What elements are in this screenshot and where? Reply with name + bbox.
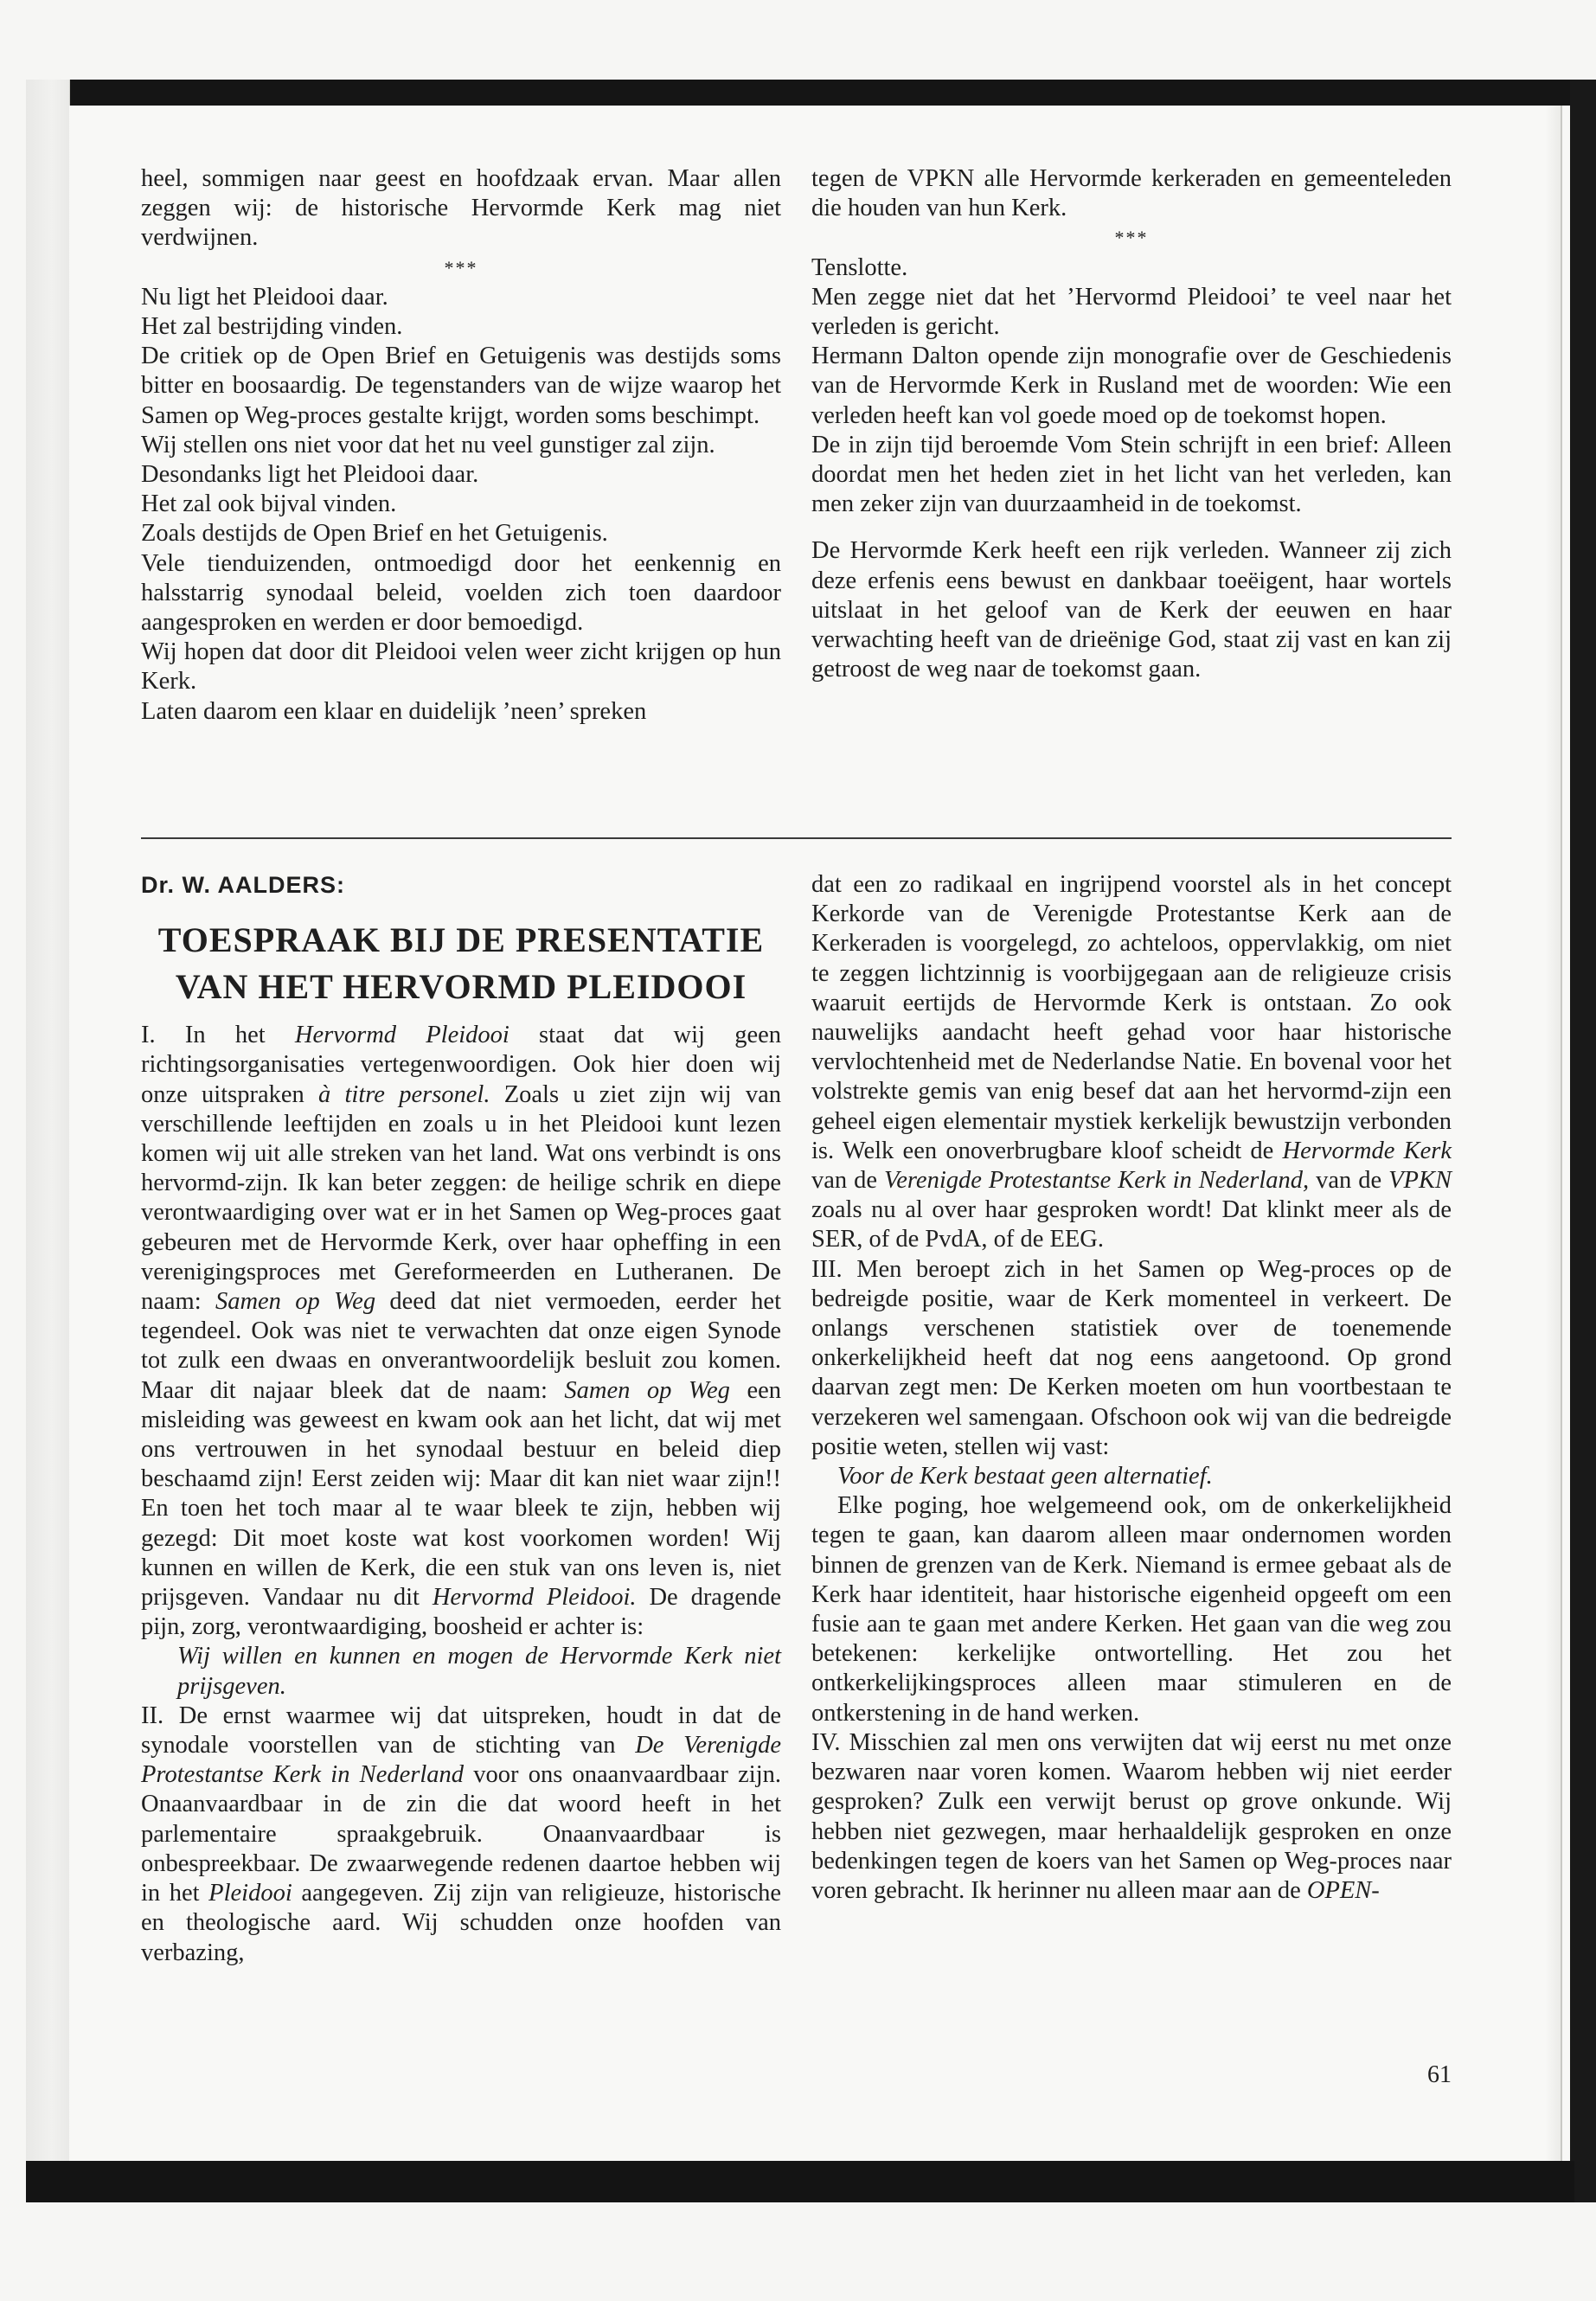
article-title bbox=[141, 917, 781, 1010]
paragraph: Zoals destijds de Open Brief en het Getuigenis. bbox=[141, 520, 608, 548]
paragraph: Vele tienduizenden, ontmoedigd door het eenkennig en halsstarrig synodaal beleid, voelden zich toen daardoor aangesproken en werden er door bemoedigd. bbox=[141, 549, 781, 637]
book-spine-edge bbox=[26, 80, 70, 2202]
paragraph-gap bbox=[811, 519, 1452, 536]
article-author: Dr. W. AALDERS: bbox=[141, 872, 346, 898]
paragraph: Desondanks ligt het Pleidooi daar. bbox=[141, 461, 479, 489]
paragraph: Elke poging, hoe welgemeend ook, om de onkerkelijkheid tegen te gaan, kan daarom alleen maar ondernomen worden binnen de grenzen van de Kerk. Niemand is ermee gebaat als de Kerk haar identiteit, haar historische eigenheid opgeeft om een fusie aan te gaan met andere Kerken. Het gaan van die weg zou betekenen: kerkelijke ontwortelling. Het zou het ontkerkelijkingsproces alleen maar stimuleren en de ontkerstening in de hand werken. bbox=[811, 1492, 1452, 1727]
paragraph: Wij stellen ons niet voor dat het nu veel gunstiger zal zijn. bbox=[141, 431, 715, 458]
paragraph-section-3: III. Men beroept zich in het Samen op Weg-proces op de bedreigde positie, waar de Kerk momenteel in verkeert. De onlangs verschenen statistiek over de toenemende onkerkelijkheid heeft dat nog eens aangetoond. Op grond daarvan zegt men: De Kerken moeten om hun voortbestaan te verzekeren wel samengaan. Ofschoon ook wij van die bedreigde positie weten, stellen wij vast: bbox=[811, 1255, 1452, 1460]
scan-border-right bbox=[1570, 80, 1596, 2202]
article-title-line-1: TOESPRAAK BIJ DE PRESENTATIE bbox=[157, 920, 765, 960]
paragraph: Nu ligt het Pleidooi daar. bbox=[141, 283, 388, 311]
italic-quote: Wij willen en kunnen en mogen de Hervormde Kerk niet prijsgeven. bbox=[177, 1643, 781, 1700]
paragraph-section-4: IV. Misschien zal men ons verwijten dat wij eerst nu met onze bezwaren naar voren komen. Waarom hebben wij niet eerder gesproken? Zulk een verwijt berust op grove onkunde. Wij hebben niet gezwegen, maar herhaaldelijk gesproken en onze bedenkingen tegen de koers van het Samen op Weg-proces naar voren gebracht. Ik herinner nu alleen maar aan de OPEN- bbox=[811, 1728, 1452, 1904]
section-separator: *** bbox=[1114, 227, 1149, 249]
article-title-line-2: VAN HET HERVORMD PLEIDOOI bbox=[175, 967, 747, 1007]
paragraph: De critiek op de Open Brief en Getuigenis was destijds soms bitter en boosaardig. De tegenstanders van de wijze waarop het Samen op Weg-proces gestalte krijgt, worden soms beschimpt. bbox=[141, 343, 781, 429]
scan-border-bottom bbox=[26, 2161, 1574, 2202]
paragraph-section-1: I. In het Hervormd Pleidooi staat dat wij geen richtingsorganisaties vertegenwoordigen. Ook hier doen wij onze uitspraken à titre personel. Zoals u ziet zijn wij van verschillende leeftijden en zoals u in het Pleidooi kunt lezen komen wij uit alle streken van het land. Wat ons verbindt is ons hervormd-zijn. Ik kan beter zeggen: de heilige schrik en diepe verontwaardiging over wat er in het Samen op Weg-proces gaat gebeuren met de Hervormde Kerk, over haar opheffing in een verenigingsproces met Gereformeerden en Lutheranen. De naam: Samen op Weg deed dat niet vermoeden, eerder het tegendeel. Ook was niet te verwachten dat onze eigen Synode tot zulk een dwaas en onverantwoordelijk besluit zou komen. Maar dit najaar bleek dat de naam: Samen op Weg een misleiding was geweest en kwam ook aan het licht, dat wij met ons vertrouwen in het synodaal bestuur en beleid diep beschaamd zijn! Eerst zeiden wij: Maar dit kan niet waar zijn!! En toen het toch maar al te waar bleek te zijn, hebben wij gezegd: Dit moet koste wat kost voorkomen worden! Wij kunnen en willen de Kerk, die een stuk van ons leven is, niet prijsgeven. Vandaar nu dit Hervormd Pleidooi. De dragende pijn, zorg, verontwaardiging, boosheid er achter is: bbox=[141, 1022, 782, 1641]
page-number: 61 bbox=[1427, 2061, 1452, 2088]
paragraph: Het zal ook bijval vinden. bbox=[141, 490, 397, 518]
paragraph: Het zal bestrijding vinden. bbox=[141, 313, 403, 341]
paragraph: heel, sommigen naar geest en hoofdzaak ervan. Maar allen zeggen wij: de historische Hervormde Kerk mag niet verdwijnen. bbox=[141, 165, 781, 252]
top-right-column bbox=[811, 164, 1452, 684]
bottom-right-column bbox=[811, 870, 1452, 1906]
paragraph: Tenslotte. bbox=[811, 253, 908, 281]
scan-border-top bbox=[26, 80, 1596, 106]
paragraph: tegen de VPKN alle Hervormde kerkeraden en gemeenteleden die houden van hun Kerk. bbox=[811, 165, 1452, 222]
paragraph: Men zegge niet dat het ’Hervormd Pleidooi’ te veel naar het verleden is gericht. bbox=[811, 283, 1452, 341]
paragraph: Wij hopen dat door dit Pleidooi velen weer zicht krijgen op hun Kerk. bbox=[141, 638, 781, 695]
paragraph: De Hervormde Kerk heeft een rijk verleden. Wanneer zij zich deze erfenis eens bewust en dankbaar toeëigent, haar wortels uitslaat in het geloof van de Kerk der eeuwen en haar verwachting heeft van de drieënige God, staat zij vast en kan zij getroost de weg naar de toekomst gaan. bbox=[811, 537, 1452, 683]
bottom-left-column bbox=[141, 870, 781, 1968]
paragraph: Laten daarom een klaar en duidelijk ’neen’ spreken bbox=[141, 697, 647, 725]
section-divider-rule bbox=[141, 837, 1452, 839]
paragraph: De in zijn tijd beroemde Vom Stein schrijft in een brief: Alleen doordat men het heden ziet in het licht van het verleden, kan men zeker zijn van duurzaamheid in de toekomst. bbox=[811, 431, 1452, 518]
section-separator: *** bbox=[444, 256, 478, 279]
italic-quote: Voor de Kerk bestaat geen alternatief. bbox=[837, 1463, 1213, 1490]
paragraph-section-2: II. De ernst waarmee wij dat uitspreken, houdt in dat de synodale voorstellen van de stichting van De Verenigde Protestantse Kerk in Nederland voor ons onaanvaardbaar zijn. Onaanvaardbaar in de zin die dat woord heeft in het parlementaire spraakgebruik. Onaanvaardbaar is onbespreekbaar. De zwaarwegende redenen daartoe hebben wij in het Pleidooi aangegeven. Zij zijn van religieuze, historische en theologische aard. Wij schudden onze hoofden van verbazing, bbox=[141, 1702, 782, 1966]
paragraph-continued: dat een zo radikaal en ingrijpend voorstel als in het concept Kerkorde van de Verenigde Protestantse Kerk aan de Kerkeraden is voorgelegd, zo achteloos, oppervlakkig, om niet te zeggen lichtzinnig is voorbijgegaan aan de religieuze crisis waaruit eertijds de Hervormde Kerk is ontstaan. Zo ook nauwelijks aandacht heeft gehad voor haar historische vervlochtenheid met de Nederlandse Natie. En bovenal voor het volstrekte gemis van enig besef dat aan het hervormd-zijn een geheel eigen elementair mystiek kerkelijk bewustzijn verbonden is. Welk een onoverbrugbare kloof scheidt de Hervormde Kerk van de Verenigde Protestantse Kerk in Nederland, van de VPKN zoals nu al over haar gesproken wordt! Dat klinkt meer als de SER, of de PvdA, of de EEG. bbox=[811, 871, 1452, 1253]
page-edge-shadow bbox=[1545, 106, 1562, 2161]
paragraph: Hermann Dalton opende zijn monografie over de Geschiedenis van de Hervormde Kerk in Rusland met de woorden: Wie een verleden heeft kan vol goede moed op de toekomst hopen. bbox=[811, 343, 1452, 429]
top-left-column bbox=[141, 164, 781, 727]
